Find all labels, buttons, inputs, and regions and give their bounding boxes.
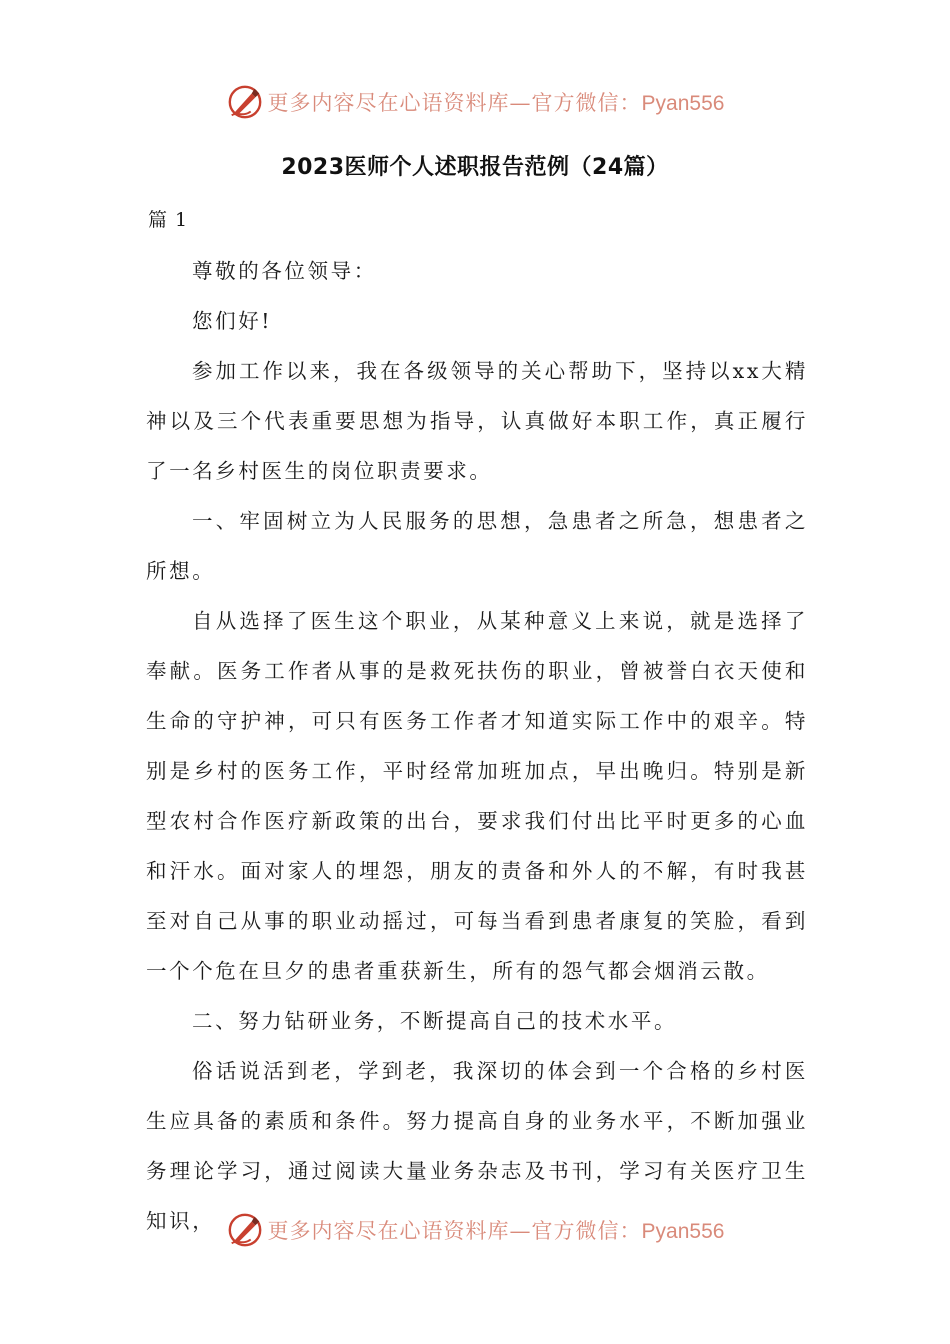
- banner-wechat-id: Pyan556: [641, 1220, 725, 1243]
- paragraph: 尊敬的各位领导：: [192, 259, 377, 283]
- paragraph: 俗话说活到老，学到老，我深切的体会到一个合格的乡村医生应具备的素质和条件。努力提高自身的业务水平，不断加强业务理论学习，通过阅读大量业务杂志及书刊，学习有关医疗卫生知识，: [146, 1059, 808, 1233]
- document-title: 2023医师个人述职报告范例（24篇）: [281, 155, 669, 180]
- pen-logo-icon: [226, 1211, 264, 1249]
- paragraph: 二、努力钻研业务，不断提高自己的技术水平。: [192, 1009, 678, 1033]
- paragraph: 您们好!: [192, 309, 273, 333]
- header-banner: [0, 80, 950, 124]
- banner-slogan: 更多内容尽在心语资料库—官方微信：: [267, 91, 642, 115]
- banner-slogan: 更多内容尽在心语资料库—官方微信：: [267, 1219, 642, 1243]
- banner-text: [268, 87, 725, 117]
- banner-wechat-id: Pyan556: [641, 92, 725, 115]
- paragraph: 自从选择了医生这个职业，从某种意义上来说，就是选择了奉献。医务工作者从事的是救死扶伤的职业，曾被誉白衣天使和生命的守护神，可只有医务工作者才知道实际工作中的艰辛。特别是乡村的医务工作，平时经常加班加点，早出晚归。特别是新型农村合作医疗新政策的出台，要求我们付出比平时更多的心血和汗水。面对家人的埋怨，朋友的责备和外人的不解，有时我甚至对自己从事的职业动摇过，可每当看到患者康复的笑脸，看到一个个危在旦夕的患者重获新生，所有的怨气都会烟消云散。: [146, 609, 808, 983]
- footer-banner: [0, 1208, 950, 1252]
- paragraph: 一、牢固树立为人民服务的思想，急患者之所急，想患者之所想。: [146, 509, 808, 583]
- document-body: [146, 246, 808, 1246]
- banner-text: [268, 1215, 725, 1245]
- pen-logo-icon: [226, 83, 264, 121]
- section-label: 篇 1: [148, 209, 189, 231]
- paragraph: 参加工作以来，我在各级领导的关心帮助下，坚持以xx大精神以及三个代表重要思想为指导，认真做好本职工作，真正履行了一名乡村医生的岗位职责要求。: [146, 359, 808, 483]
